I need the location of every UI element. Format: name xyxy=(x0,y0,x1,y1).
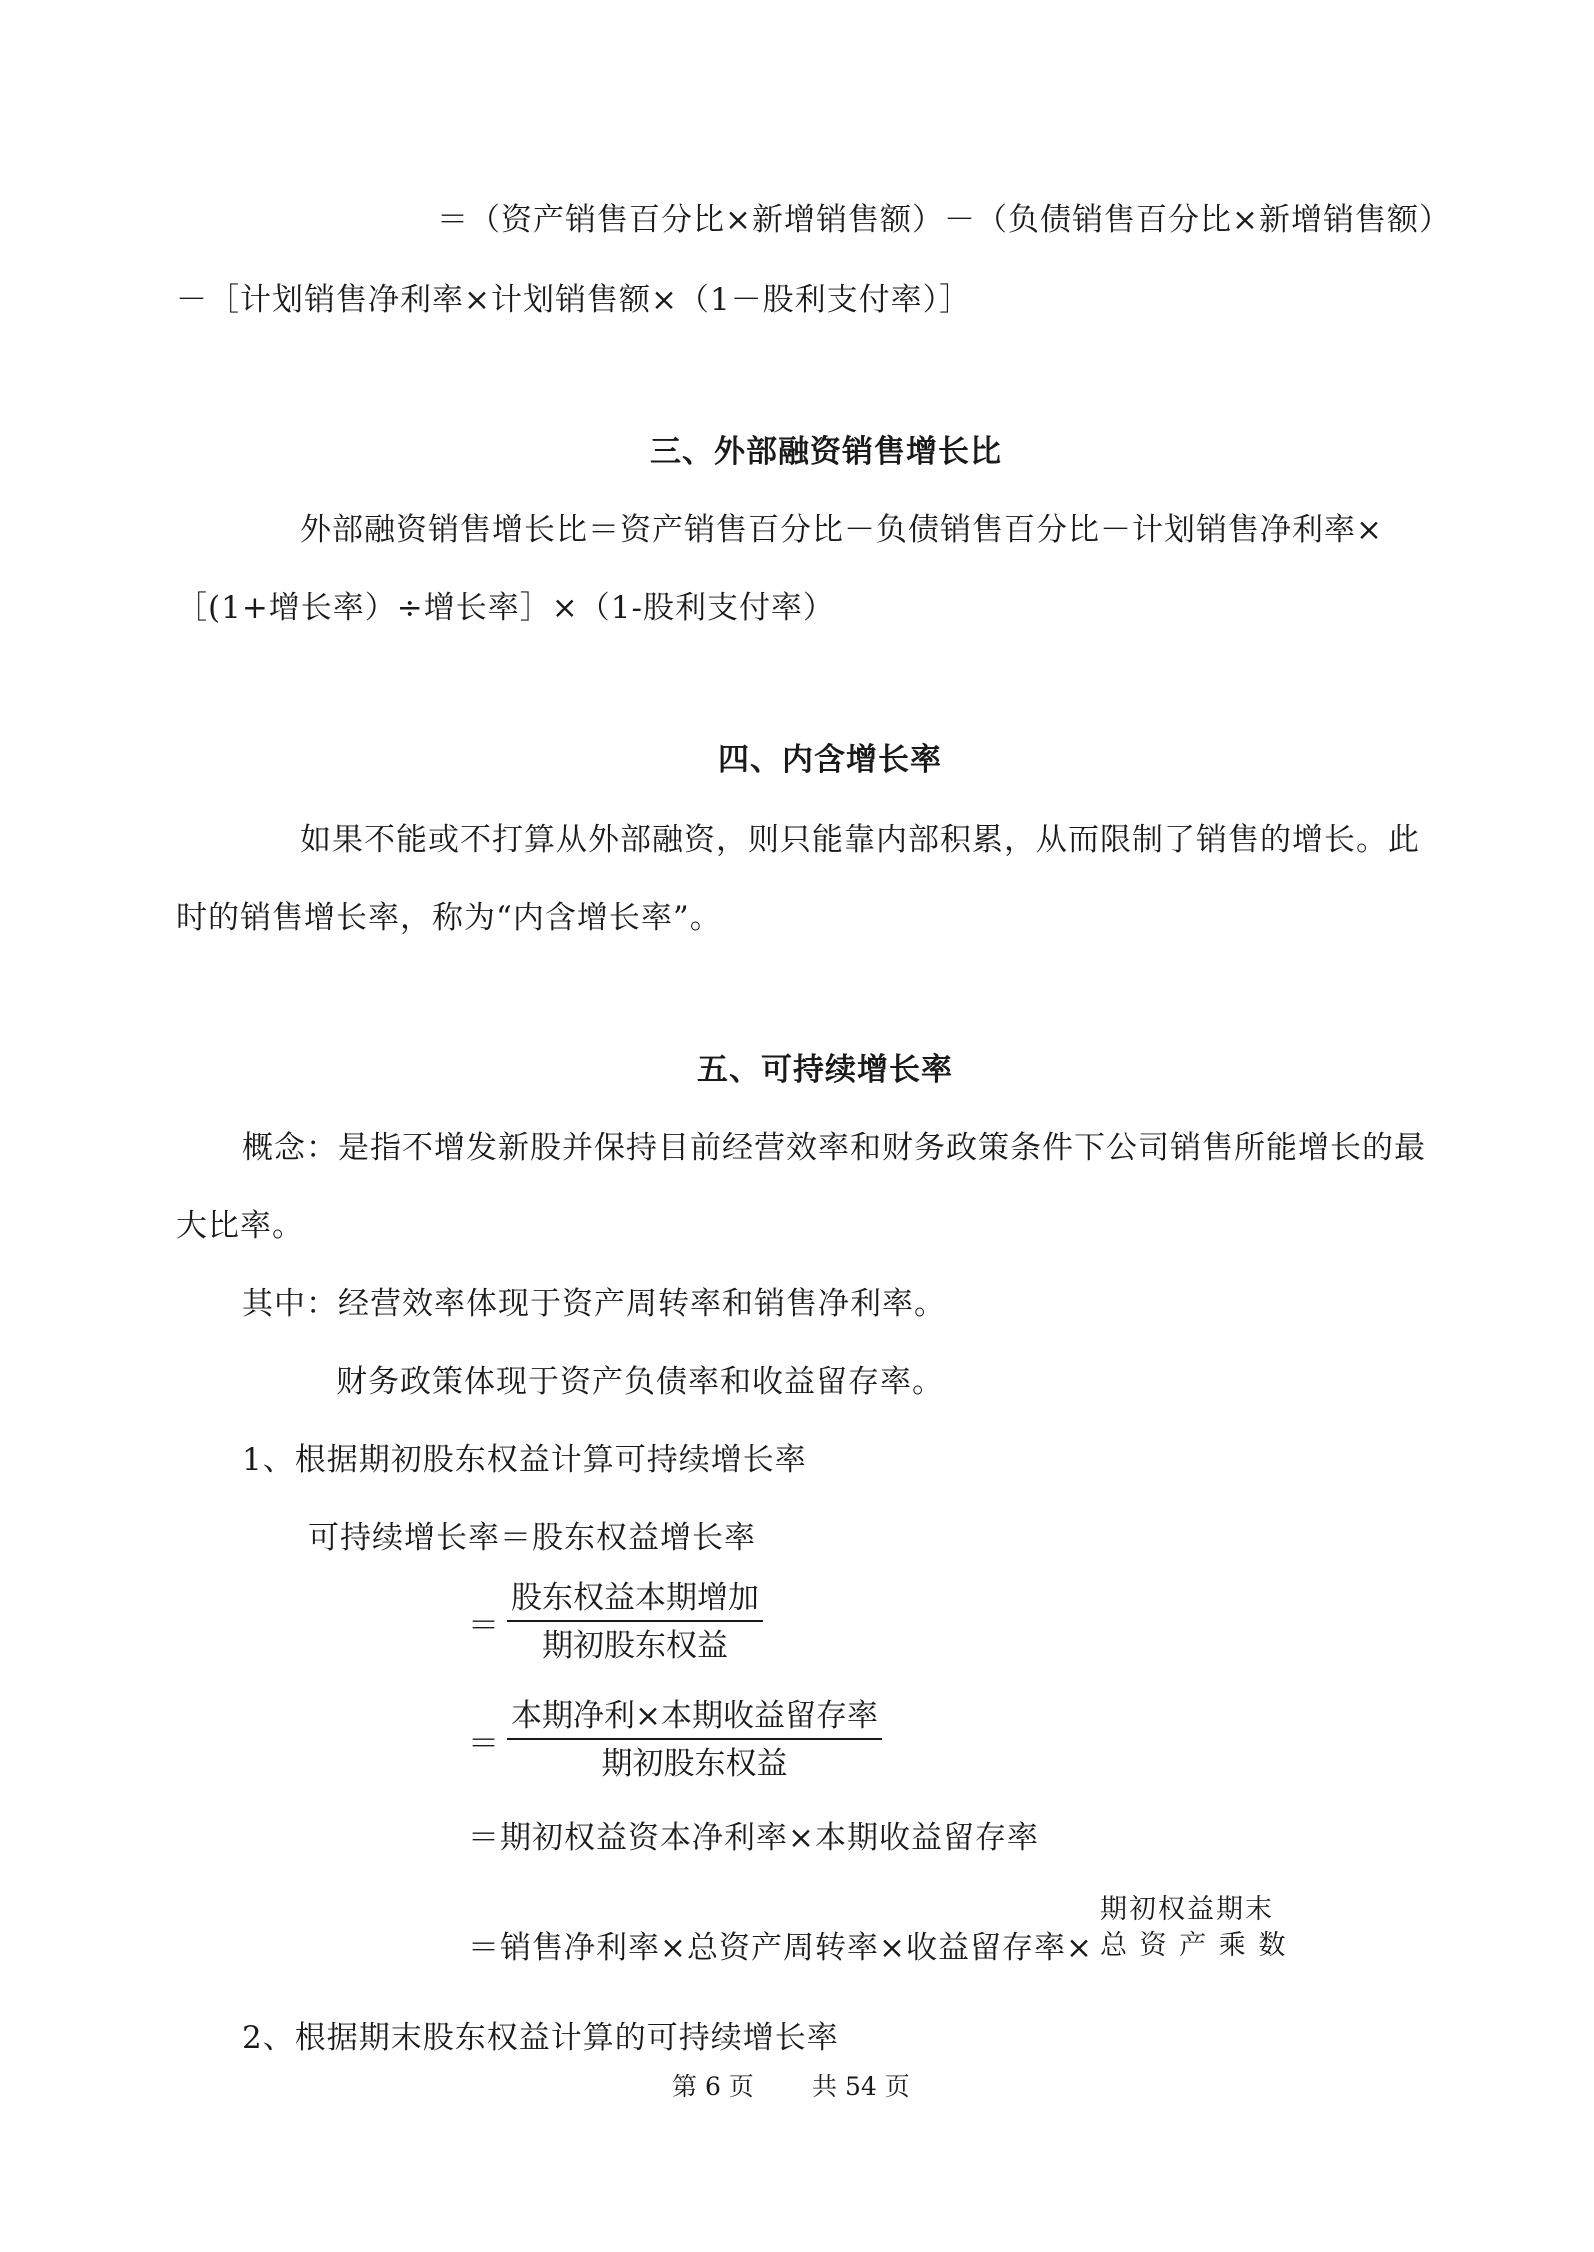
subsection-title: 1、根据期初股东权益计算可持续增长率 xyxy=(242,1442,807,1478)
section-heading: 三、外部融资销售增长比 xyxy=(650,434,1002,470)
formula-line: ［(1+增长率）÷增长率］×（1-股利支付率） xyxy=(176,590,835,626)
paragraph-line: 概念：是指不增发新股并保持目前经营效率和财务政策条件下公司销售所能增长的最 xyxy=(242,1130,1426,1166)
formula-line: －［计划销售净利率×计划销售额×（1－股利支付率）］ xyxy=(176,282,972,318)
formula-line: ＝（资产销售百分比×新增销售额）－（负债销售百分比×新增销售额） xyxy=(437,202,1451,238)
fraction-denominator: 期初股东权益 xyxy=(601,1746,788,1782)
equals-sign: ＝ xyxy=(468,1607,499,1644)
formula-line: ＝期初权益资本净利率×本期收益留存率 xyxy=(468,1820,1039,1856)
fraction-numerator: 本期净利×本期收益留存率 xyxy=(507,1696,882,1740)
paragraph-line: 大比率。 xyxy=(176,1208,304,1244)
multiplier-bottom: 总 资 产 乘 数 xyxy=(1100,1930,1288,1961)
multiplier-top: 期初权益期末 xyxy=(1100,1894,1274,1925)
formula-line: ＝销售净利率×总资产周转率×收益留存率× xyxy=(468,1930,1093,1966)
formula-line: 可持续增长率＝股东权益增长率 xyxy=(308,1520,756,1556)
subsection-title: 2、根据期末股东权益计算的可持续增长率 xyxy=(242,2020,839,2056)
page-number: 第 6 页 xyxy=(672,2072,754,2101)
fraction-numerator: 股东权益本期增加 xyxy=(507,1578,763,1622)
section-heading: 五、可持续增长率 xyxy=(697,1052,953,1088)
equals-sign: ＝ xyxy=(468,1725,499,1762)
section-heading: 四、内含增长率 xyxy=(718,742,942,778)
page-total: 共 54 页 xyxy=(812,2072,910,2101)
fraction-denominator: 期初股东权益 xyxy=(542,1628,728,1664)
paragraph-line: 财务政策体现于资产负债率和收益留存率。 xyxy=(336,1364,944,1400)
paragraph-line: 时的销售增长率，称为“内含增长率”。 xyxy=(176,900,722,936)
multiplier-stack xyxy=(1100,1892,1287,1964)
paragraph-line: 如果不能或不打算从外部融资，则只能靠内部积累，从而限制了销售的增长。此 xyxy=(300,822,1420,858)
paragraph-line: 其中：经营效率体现于资产周转率和销售净利率。 xyxy=(242,1286,946,1322)
fraction-formula xyxy=(468,1578,763,1666)
formula-line: 外部融资销售增长比＝资产销售百分比－负债销售百分比－计划销售净利率× xyxy=(300,512,1383,548)
fraction-formula xyxy=(468,1696,882,1784)
